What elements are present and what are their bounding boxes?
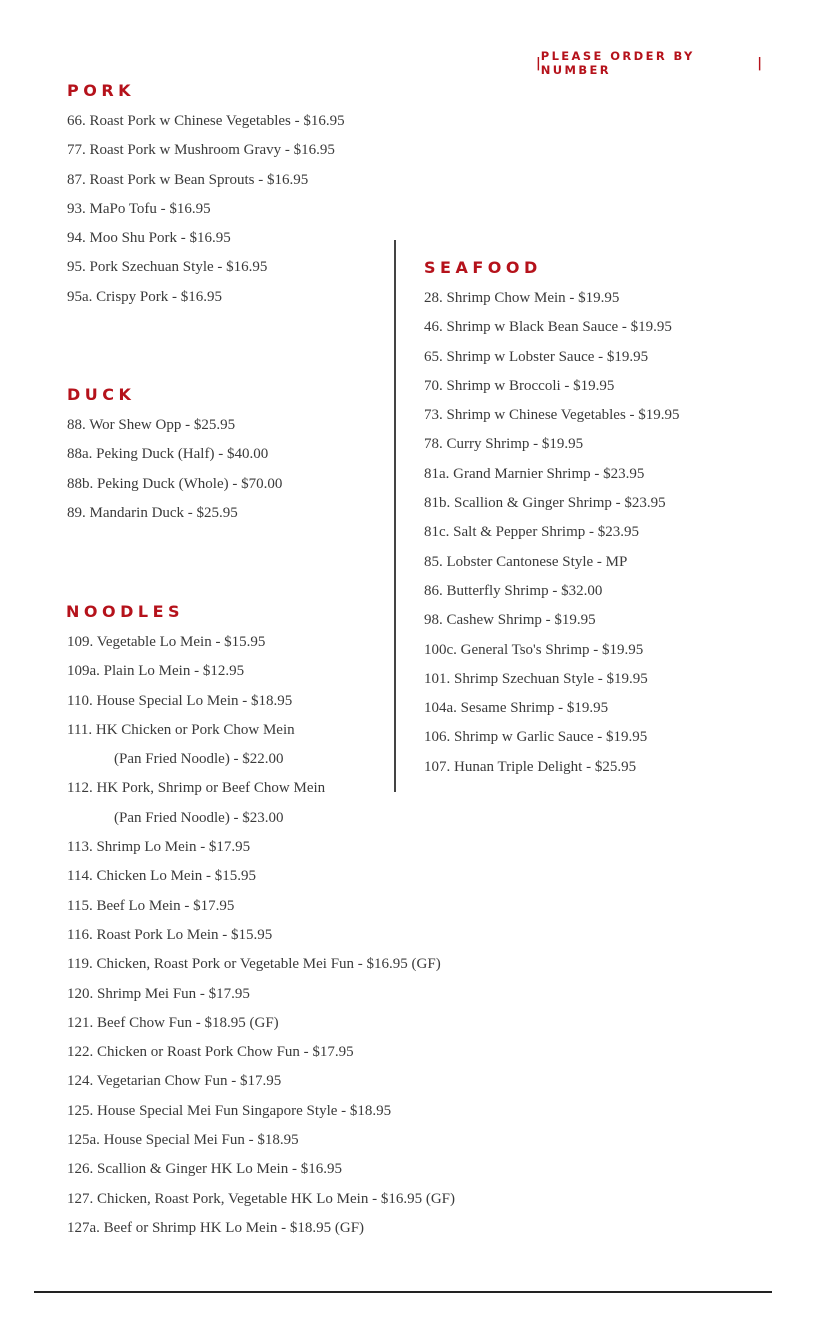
menu-item: 110. House Special Lo Mein - $18.95	[67, 692, 293, 709]
menu-item: 113. Shrimp Lo Mein - $17.95	[67, 839, 251, 856]
menu-item: 112. HK Pork, Shrimp or Beef Chow Mein	[67, 780, 326, 797]
menu-item: 109a. Plain Lo Mein - $12.95	[67, 663, 245, 680]
menu-item: 85. Lobster Cantonese Style - MP	[424, 553, 628, 570]
menu-item: 81a. Grand Marnier Shrimp - $23.95	[424, 465, 645, 482]
menu-item: 70. Shrimp w Broccoli - $19.95	[424, 377, 615, 394]
menu-item: 101. Shrimp Szechuan Style - $19.95	[424, 670, 648, 687]
noodles-item-list	[67, 628, 455, 1243]
menu-item: 46. Shrimp w Black Bean Sauce - $19.95	[424, 319, 672, 336]
menu-item: 114. Chicken Lo Mein - $15.95	[67, 868, 257, 885]
menu-item: 95a. Crispy Pork - $16.95	[67, 288, 222, 305]
menu-item: 126. Scallion & Ginger HK Lo Mein - $16.95	[67, 1161, 342, 1178]
menu-item: 78. Curry Shrimp - $19.95	[424, 436, 584, 453]
menu-item: 116. Roast Pork Lo Mein - $15.95	[67, 926, 273, 943]
menu-item: 122. Chicken or Roast Pork Chow Fun - $17.95	[67, 1044, 354, 1061]
section-title-duck: DUCK	[67, 385, 136, 404]
menu-item: 107. Hunan Triple Delight - $25.95	[424, 758, 637, 775]
menu-item: 88b. Peking Duck (Whole) - $70.00	[67, 475, 283, 492]
menu-item: 106. Shrimp w Garlic Sauce - $19.95	[424, 729, 648, 746]
section-title-pork: PORK	[67, 81, 136, 100]
menu-item: 119. Chicken, Roast Pork or Vegetable Mei Fun - $16.95 (GF)	[67, 956, 441, 973]
menu-item: 88a. Peking Duck (Half) - $40.00	[67, 446, 269, 463]
notice-bar-right: |	[757, 55, 762, 71]
menu-item: 81c. Salt & Pepper Shrimp - $23.95	[424, 524, 639, 541]
menu-item-continuation: (Pan Fried Noodle) - $23.00	[114, 809, 284, 826]
menu-item: 127. Chicken, Roast Pork, Vegetable HK Lo Mein - $16.95 (GF)	[67, 1190, 456, 1207]
menu-item: 98. Cashew Shrimp - $19.95	[424, 612, 596, 629]
duck-item-list	[67, 411, 282, 528]
menu-item: 111. HK Chicken or Pork Chow Mein	[67, 721, 295, 738]
menu-item: 77. Roast Pork w Mushroom Gravy - $16.95	[67, 142, 335, 159]
menu-item: 109. Vegetable Lo Mein - $15.95	[67, 634, 266, 650]
menu-item: 93. MaPo Tofu - $16.95	[67, 200, 211, 217]
section-title-seafood: SEAFOOD	[424, 258, 542, 277]
menu-item: 28. Shrimp Chow Mein - $19.95	[424, 290, 620, 306]
menu-item: 124. Vegetarian Chow Fun - $17.95	[67, 1073, 282, 1090]
menu-item: 89. Mandarin Duck - $25.95	[67, 504, 238, 521]
menu-item: 121. Beef Chow Fun - $18.95 (GF)	[67, 1014, 279, 1031]
menu-item: 66. Roast Pork w Chinese Vegetables - $16.95	[67, 113, 345, 129]
menu-item: 115. Beef Lo Mein - $17.95	[67, 897, 235, 914]
menu-item: 100c. General Tso's Shrimp - $19.95	[424, 641, 644, 658]
menu-item-continuation: (Pan Fried Noodle) - $22.00	[114, 751, 284, 768]
menu-item: 87. Roast Pork w Bean Sprouts - $16.95	[67, 171, 309, 188]
menu-item: 88. Wor Shew Opp - $25.95	[67, 417, 236, 433]
seafood-item-list	[424, 284, 680, 782]
menu-item: 65. Shrimp w Lobster Sauce - $19.95	[424, 348, 649, 365]
menu-item: 73. Shrimp w Chinese Vegetables - $19.95	[424, 407, 680, 424]
menu-item: 86. Butterfly Shrimp - $32.00	[424, 582, 603, 599]
notice-bar-left: |	[536, 55, 541, 71]
menu-item: 94. Moo Shu Pork - $16.95	[67, 230, 231, 247]
menu-item: 120. Shrimp Mei Fun - $17.95	[67, 985, 250, 1002]
menu-item: 95. Pork Szechuan Style - $16.95	[67, 259, 268, 276]
order-by-number-notice	[536, 49, 762, 77]
menu-item: 104a. Sesame Shrimp - $19.95	[424, 700, 609, 717]
menu-item: 125a. House Special Mei Fun - $18.95	[67, 1132, 299, 1149]
menu-item: 125. House Special Mei Fun Singapore Style - $18.95	[67, 1102, 392, 1119]
section-title-noodles: NOODLES	[66, 602, 185, 621]
pork-item-list	[67, 107, 345, 312]
footer-rule	[34, 1291, 772, 1293]
notice-text: PLEASE ORDER BY NUMBER	[540, 49, 695, 77]
column-divider	[394, 240, 396, 792]
menu-item: 81b. Scallion & Ginger Shrimp - $23.95	[424, 495, 666, 512]
menu-item: 127a. Beef or Shrimp HK Lo Mein - $18.95 (GF)	[67, 1219, 365, 1236]
